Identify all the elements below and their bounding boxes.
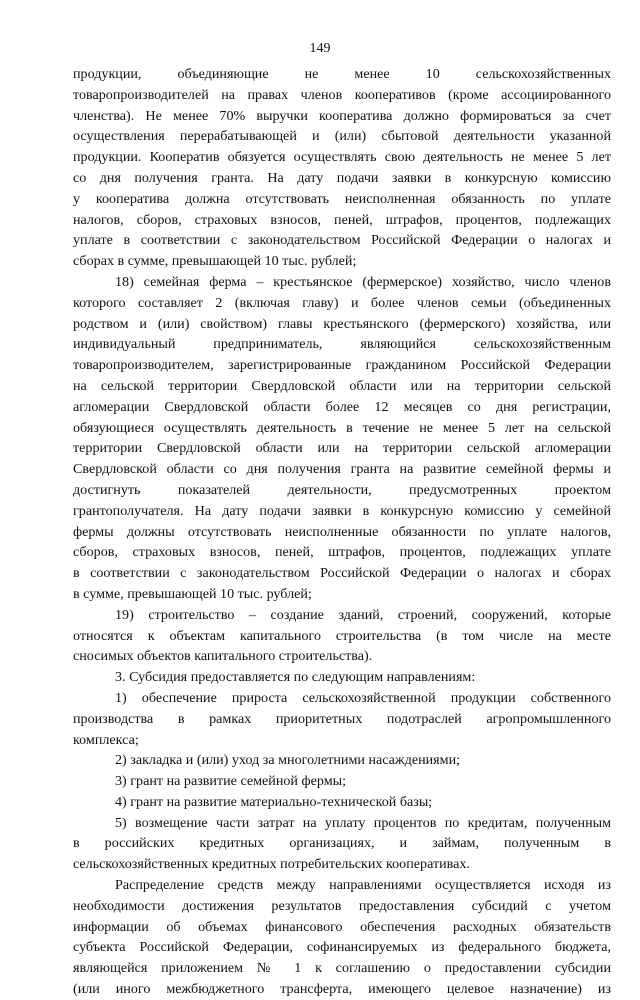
text-line: осуществления перерабатывающей и (или) сбытовой деятельности указанной: [73, 128, 611, 145]
text-line: комплекса;: [73, 731, 139, 748]
text-line: товаропроизводителей на правах членов кооперативов (кроме ассоциированного: [73, 86, 611, 103]
text-line: в российских кредитных организациях, и займам, полученным в: [73, 835, 611, 852]
text-line: на сельской территории Свердловской области или на территории сельской: [73, 377, 611, 394]
text-line: сельскохозяйственных кредитных потребительских кооперативах.: [73, 856, 470, 873]
text-line: 3. Субсидия предоставляется по следующим направлениям:: [115, 669, 476, 686]
text-line: (или иного межбюджетного трансферта, имеющего целевое назначение) из: [73, 981, 611, 998]
text-line: налогов, сборов, страховых взносов, пеней, штрафов, процентов, подлежащих: [73, 211, 611, 228]
text-line: являющейся приложением № 1 к соглашению о предоставлении субсидии: [73, 960, 611, 977]
text-line: со дня получения гранта. На дату подачи заявки в конкурсную комиссию: [73, 169, 611, 186]
text-line: 19) строительство – создание зданий, строений, сооружений, которые: [115, 606, 611, 623]
text-line: территории Свердловской области или на территории сельской агломерации: [73, 440, 611, 457]
text-line: сборах в сумме, превышающей 10 тыс. рублей;: [73, 253, 357, 270]
text-line: индивидуальный предприниматель, являющийся сельскохозяйственным: [73, 336, 611, 353]
text-line: товаропроизводителем, зарегистрированные гражданином Российской Федерации: [73, 357, 611, 374]
text-line: необходимости достижения результатов предоставления субсидий с учетом: [73, 897, 611, 914]
text-line: сборов, страховых взносов, пеней, штрафов, процентов, подлежащих уплате: [73, 544, 611, 561]
text-line: сносимых объектов капитального строительства).: [73, 648, 373, 665]
text-line: в сумме, превышающей 10 тыс. рублей;: [73, 585, 312, 602]
text-line: относятся к объектам капитального строительства (в том числе на месте: [73, 627, 611, 644]
text-line: Распределение средств между направлениями осуществляется исходя из: [115, 877, 611, 894]
text-line: 1) обеспечение прироста сельскохозяйственной продукции собственного: [115, 689, 611, 706]
text-line: агломерации Свердловской области более 12 месяцев со дня регистрации,: [73, 398, 611, 415]
text-line: 18) семейная ферма – крестьянское (фермерское) хозяйство, число членов: [115, 273, 611, 290]
text-line: фермы должны отсутствовать неисполненные обязанности по уплате налогов,: [73, 523, 611, 540]
document-body: [73, 64, 611, 1000]
text-line: продукции. Кооператив обязуется осуществлять свою деятельность не менее 5 лет: [73, 149, 611, 166]
text-line: у кооператива должна отсутствовать неисполненная обязанность по уплате: [73, 190, 611, 207]
text-line: которого составляет 2 (включая главу) и более членов семьи (объединенных: [73, 294, 611, 311]
text-line: информации об объемах финансового обеспечения расходных обязательств: [73, 918, 611, 935]
text-line: 4) грант на развитие материально-технической базы;: [115, 793, 433, 810]
text-line: Свердловской области со дня получения гранта на развитие семейной фермы и: [73, 461, 611, 478]
text-line: обязующиеся осуществлять деятельность в течение не менее 5 лет на сельской: [73, 419, 611, 436]
text-line: родством и (или) свойством) главы крестьянского (фермерского) хозяйства, или: [73, 315, 611, 332]
text-line: 3) грант на развитие семейной фермы;: [115, 773, 347, 790]
text-line: продукции, объединяющие не менее 10 сельскохозяйственных: [73, 66, 611, 82]
text-line: достигнуть показателей деятельности, предусмотренных проектом: [73, 481, 611, 498]
text-line: производства в рамках приоритетных подотраслей агропромышленного: [73, 710, 611, 727]
text-line: 2) закладка и (или) уход за многолетними насаждениями;: [115, 752, 461, 769]
page-number: 149: [309, 41, 331, 56]
text-line: 5) возмещение части затрат на уплату процентов по кредитам, полученным: [115, 814, 611, 831]
text-line: грантополучателя. На дату подачи заявки в конкурсную комиссию у семейной: [73, 502, 611, 519]
text-line: уплате в соответствии с законодательством Российской Федерации о налогах и: [73, 232, 611, 249]
text-line: субъекта Российской Федерации, софинансируемых из федерального бюджета,: [73, 939, 611, 956]
text-line: членства). Не менее 70% выручки кооператива должно формироваться за счет: [73, 107, 611, 124]
text-line: в соответствии с законодательством Российской Федерации о налогах и сборах: [73, 565, 611, 582]
